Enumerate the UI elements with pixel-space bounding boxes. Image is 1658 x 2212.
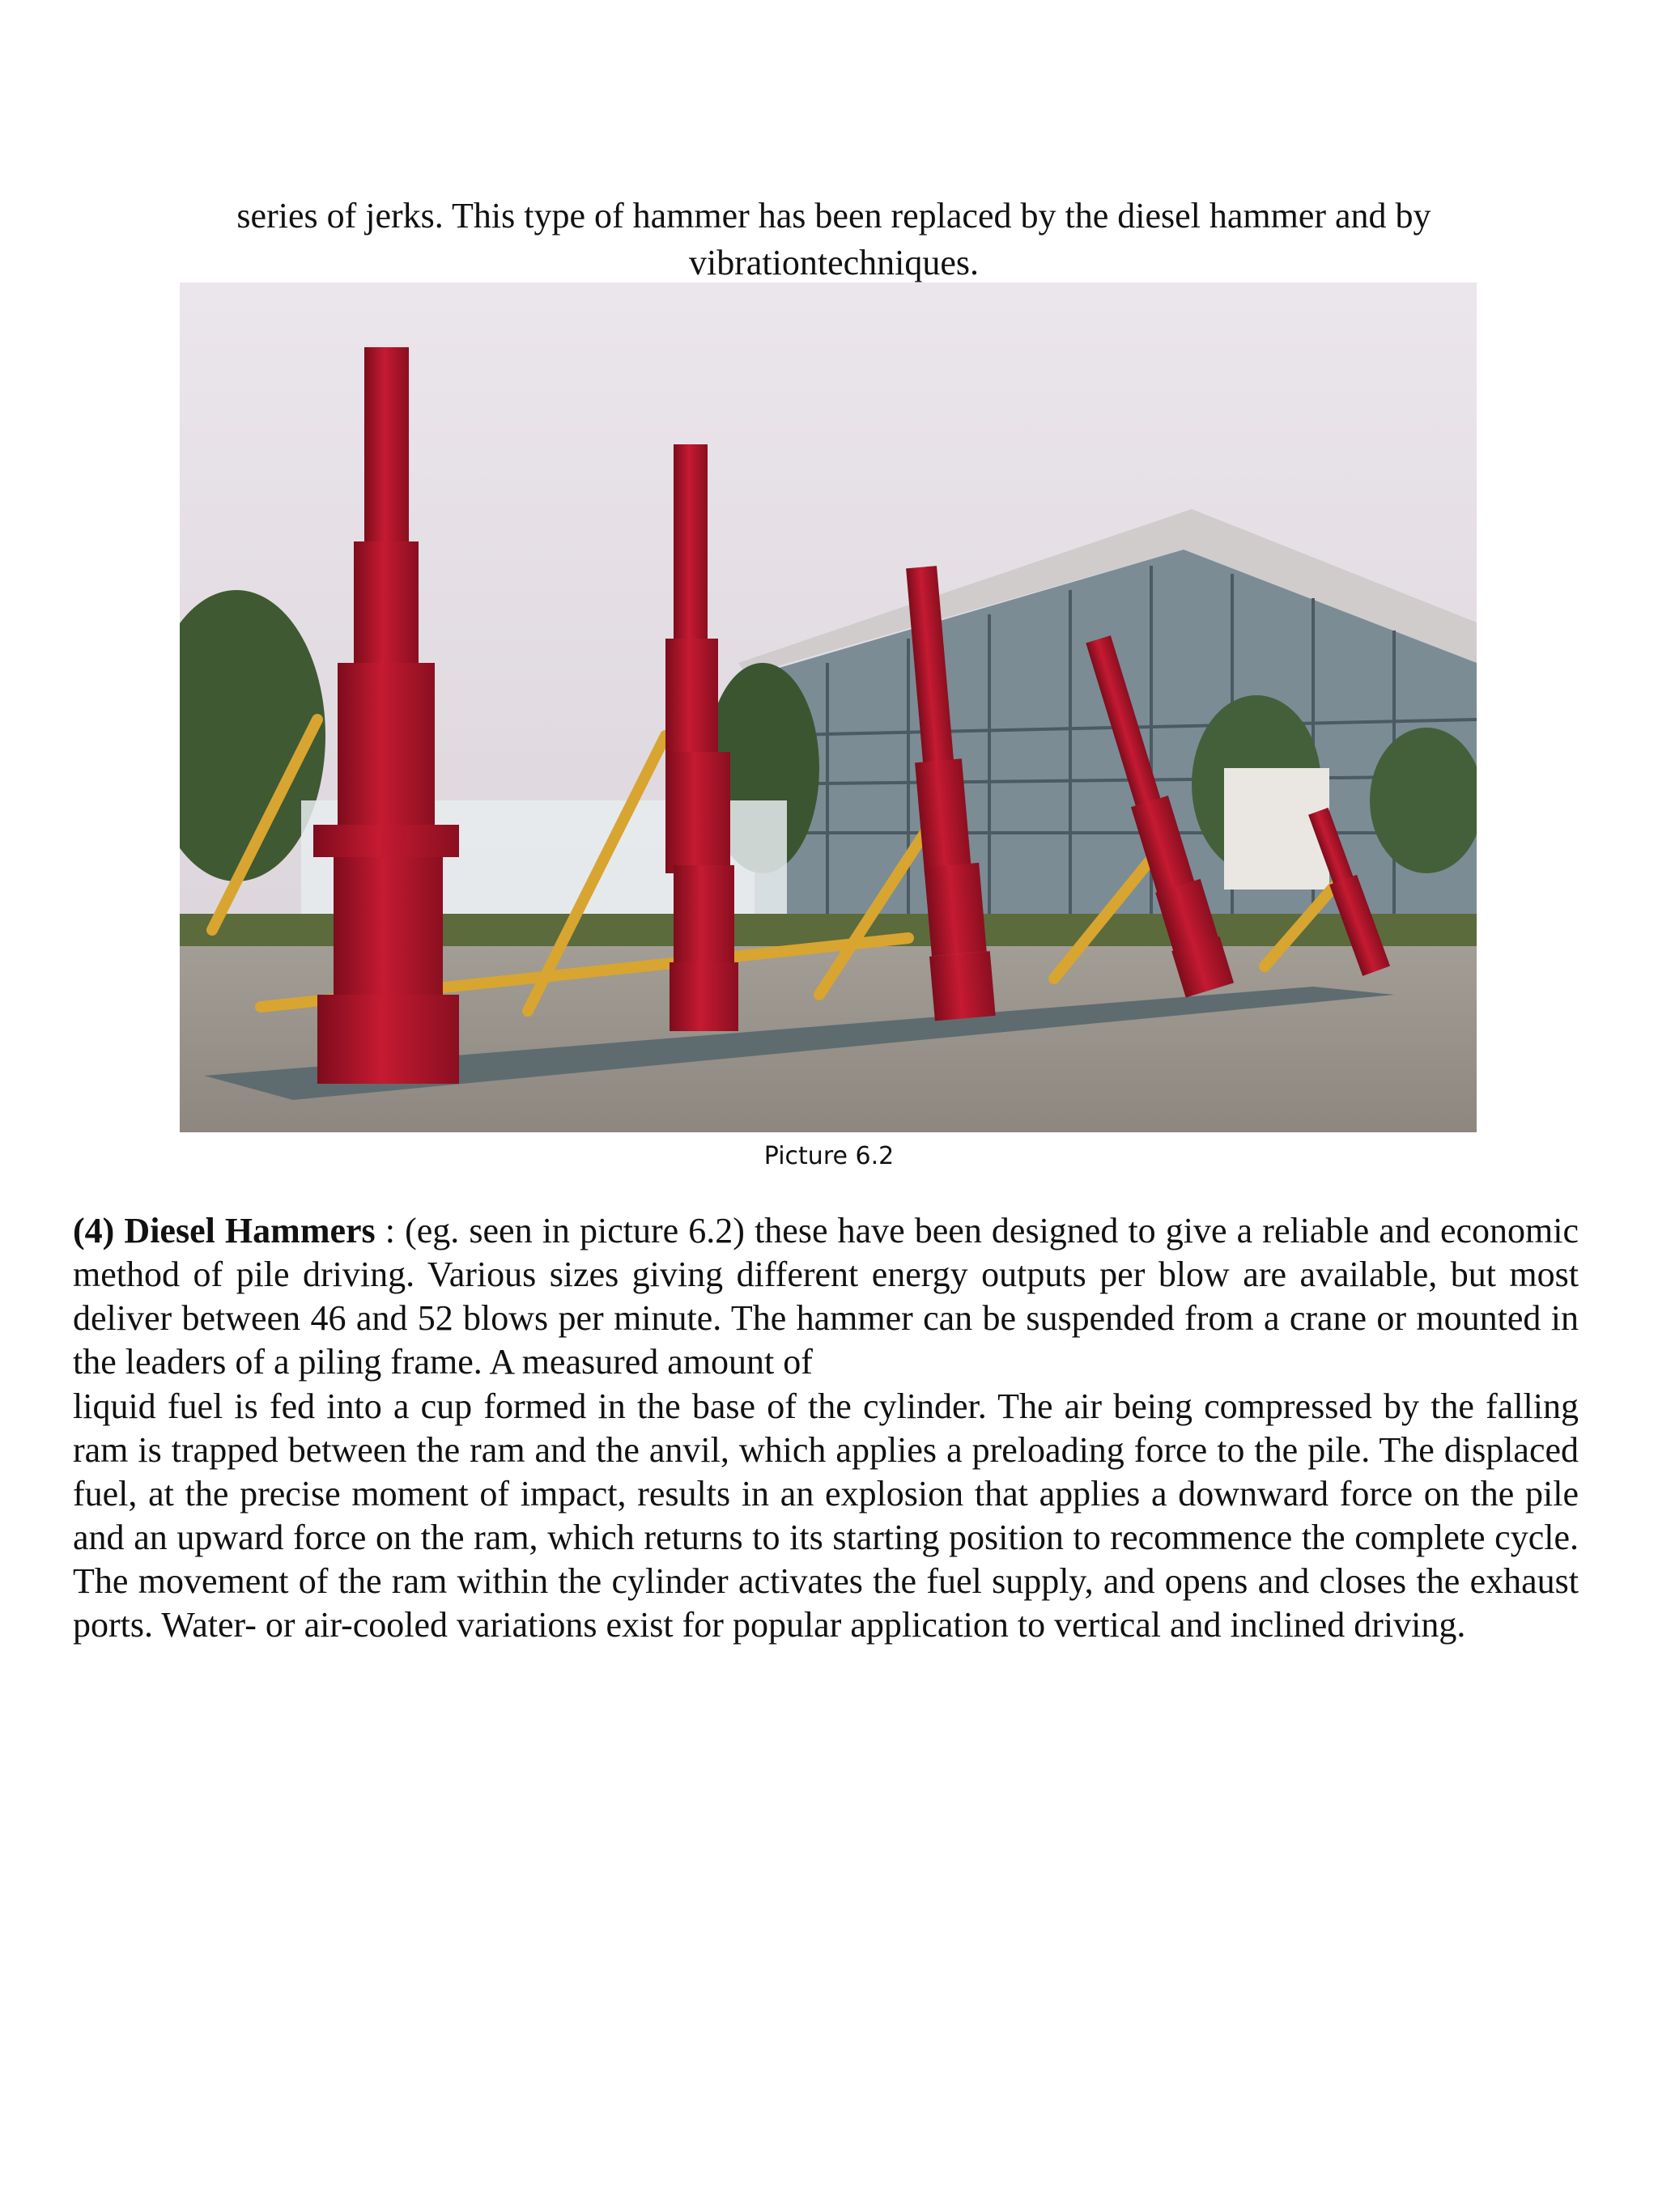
paragraph-body-2: liquid fuel is fed into a cup formed in the base of the cylinder. The air being compressed by the falling ram is trapped between the ram and the anvil, which applies a preloading force to the pile. The displaced fuel, at the precise moment of impact, results in an explosion that applies a downward force on the pile and an upward force on the ram, which returns to its starting position to recommence the complete cycle. The movement of the ram within the cylinder activates the fuel supply, and opens and closes the exhaust ports. Water- or air-cooled variations exist for popular application to vertical and inclined driving. (73, 1386, 1579, 1645)
diesel-hammers-paragraph (73, 1209, 1579, 1384)
diesel-hammers-photo (180, 282, 1477, 1132)
paragraph-body-1: : (eg. seen in picture 6.2) these have been designed to give a reliable and economic method of pile driving. Various sizes giving different energy outputs per blow are available, but most deliver between 46 and 52 blows per minute. The hammer can be suspended from a crane or mounted in the leaders of a piling frame. A measured amount of (73, 1211, 1579, 1382)
section-heading: (4) Diesel Hammers (73, 1211, 376, 1250)
intro-text: series of jerks. This type of hammer has been replaced by the diesel hammer and by vibrationtechniques. (236, 196, 1431, 282)
figure-caption: Picture 6.2 (763, 1142, 895, 1170)
